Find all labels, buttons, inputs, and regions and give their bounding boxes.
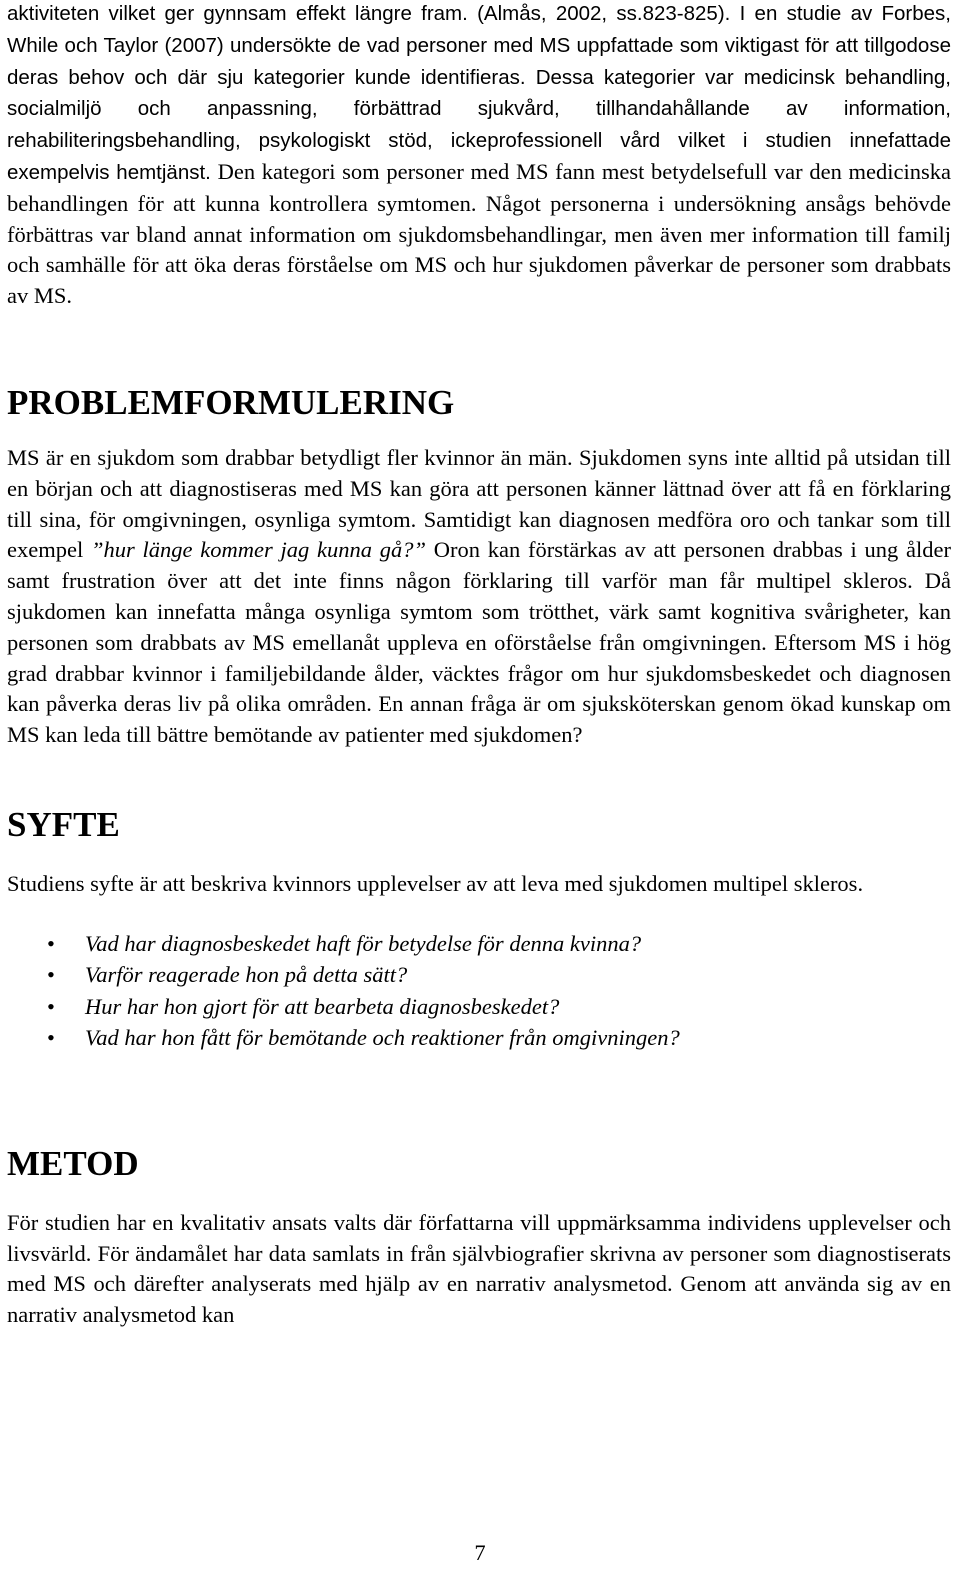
question-text: Vad har diagnosbeskedet haft för betydelse för denna kvinna? (85, 930, 642, 956)
question-text: Vad har hon fått för bemötande och reaktioner från omgivningen? (85, 1025, 680, 1051)
list-item (7, 928, 951, 960)
problem-quote: ”hur länge kommer jag kunna gå?” (90, 537, 427, 563)
syfte-paragraph: Studiens syfte är att beskriva kvinnors upplevelser av att leva med sjukdomen multipel skleros. (7, 870, 864, 896)
problem-text-after: Oron kan förstärkas av att personen drabbas i ung ålder samt frustration över att det inte finns någon förklaring till varför man får multipel skleros. Då sjukdomen kan innefatta många osynliga symtom som trötthet, värk samt kognitiva svårigheter, kan personen som drabbats av MS emellanåt uppleva en oförståelse från omgivningen. Eftersom MS i hög grad drabbar kvinnor i familjebildande ålder, väcktes frågor om hur sjukdomsbeskedet och diagnosen kan påverka deras liv på olika områden. En annan fråga är om sjuksköterskan genom ökad kunskap om MS kan leda till bättre bemötande av patienter med sjukdomen? (7, 537, 951, 748)
question-list (7, 928, 951, 1054)
page-number: 7 (474, 1540, 486, 1565)
problem-text-before: MS är en sjukdom som drabbar betydligt fler kvinnor än män. Sjukdomen syns inte alltid på utsidan till en början och att diagnostiseras med MS kan göra att personen känner lättnad över att få en förklaring till sina, för omgivningen, osynliga symtom. Samtidigt kan diagnosen medföra oro och tankar som till exempel (7, 444, 951, 563)
question-text: Varför reagerade hon på detta sätt? (85, 962, 408, 988)
heading-problemformulering: PROBLEMFORMULERING (7, 382, 455, 422)
list-item (7, 959, 951, 991)
heading-metod: METOD (7, 1143, 139, 1183)
problem-paragraph (7, 443, 951, 751)
intro-text-sans: aktiviteten vilket ger gynnsam effekt längre fram. (Almås, 2002, ss.823-825). I en studie av Forbes, While och Taylor (2007) undersökte de vad personer med MS uppfattade som viktigast för att tillgodose deras behov och där sju kategorier kunde identifieras. Dessa kategorier var medicinsk behandling, socialmiljö och anpassning, förbättrad sjukvård, tillhandahållande av information, rehabiliteringsbehandling, psykologiskt stöd, ickeprofessionell vård vilket i studien innefattade exempelvis hemtjänst. (7, 2, 951, 184)
question-text: Hur har hon gjort för att bearbeta diagnosbeskedet? (85, 993, 560, 1019)
bullet-icon: • (47, 1025, 55, 1051)
intro-paragraph (7, 0, 951, 312)
metod-paragraph: För studien har en kvalitativ ansats valts där författarna vill uppmärksamma individens upplevelser och livsvärld. För ändamålet har data samlats in från självbiografier skrivna av personer som diagnostiserats med MS och därefter analyserats med hjälp av en narrativ analysmetod. Genom att använda sig av en narrativ analysmetod kan (7, 1209, 951, 1328)
bullet-icon: • (47, 962, 55, 988)
list-item (7, 1022, 951, 1054)
heading-syfte: SYFTE (7, 804, 120, 844)
bullet-icon: • (47, 993, 55, 1019)
document-page (7, 0, 951, 1331)
list-item (7, 991, 951, 1023)
intro-text-serif: Den kategori som personer med MS fann mest betydelsefull var den medicinska behandlingen för att kunna kontrollera symtomen. Något personerna i undersökning ansågs behövde förbättras var bland annat information om sjukdomsbehandlingar, men även mer information till familj och samhälle för att öka deras förståelse om MS och hur sjukdomen påverkar de personer som drabbats av MS. (7, 158, 952, 309)
bullet-icon: • (47, 930, 55, 956)
